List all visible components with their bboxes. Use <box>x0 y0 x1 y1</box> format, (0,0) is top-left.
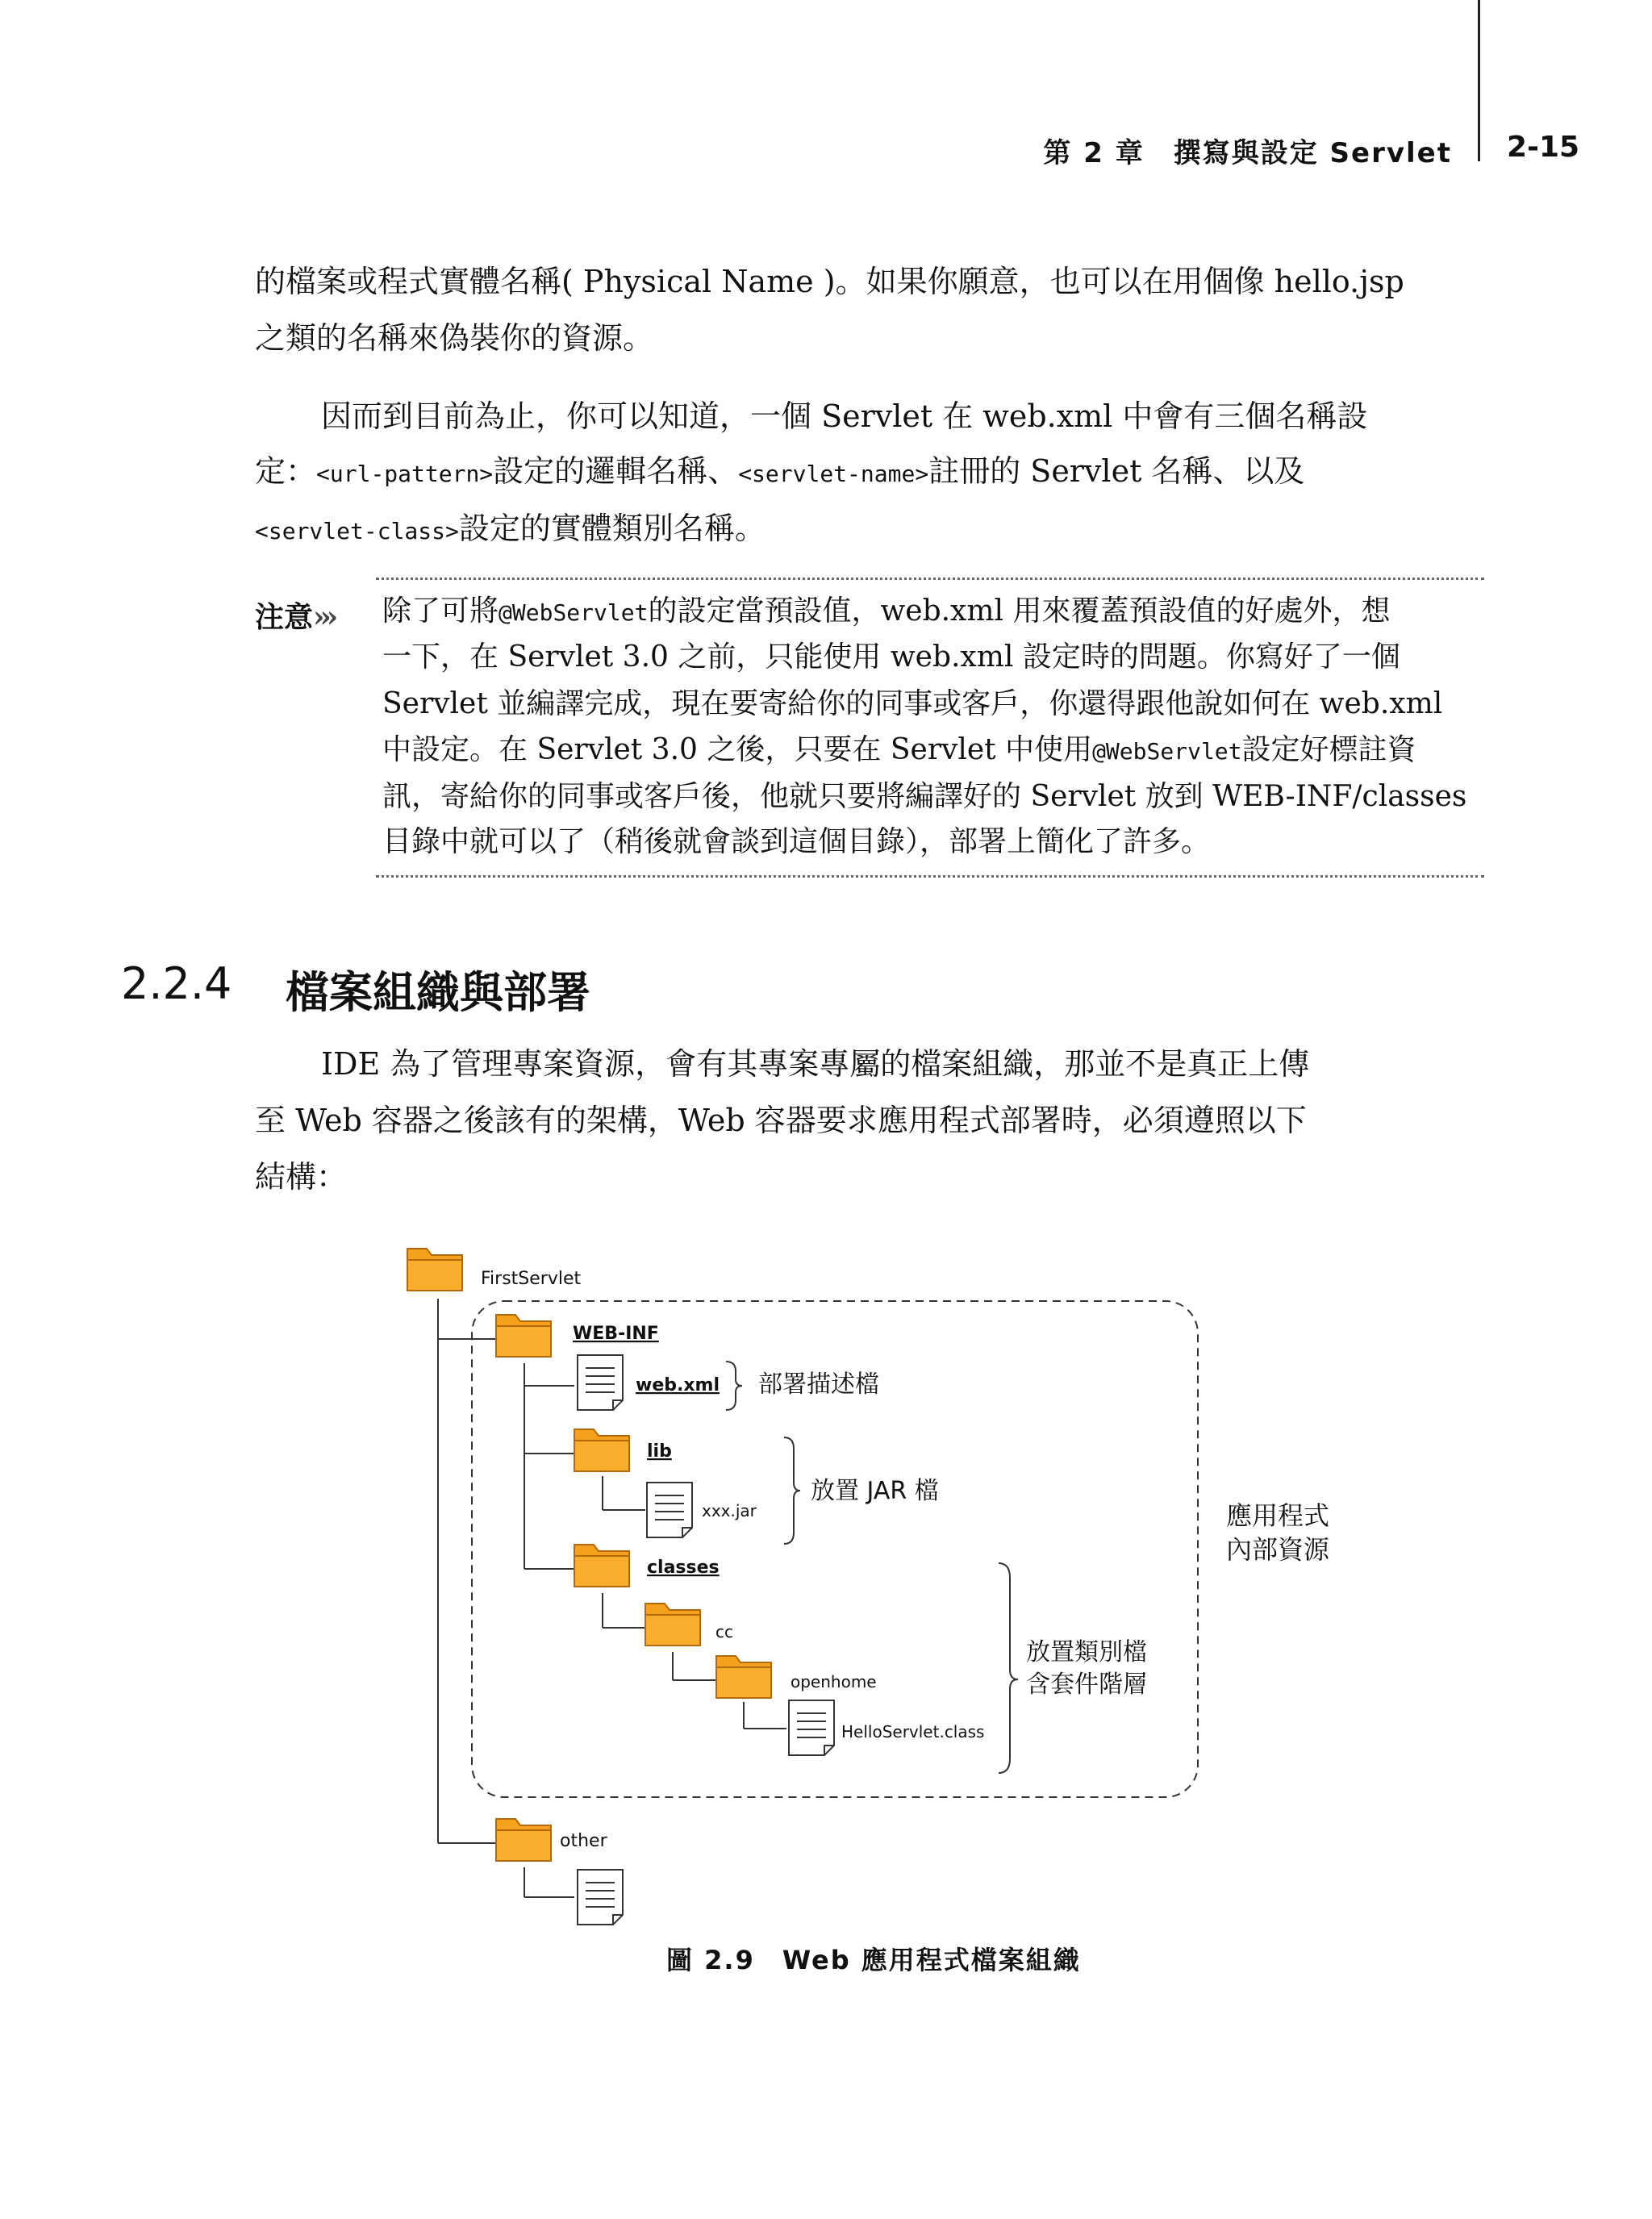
folder-label-lib: lib <box>647 1441 672 1462</box>
folder-icon <box>574 1429 629 1471</box>
note-line2: 一下，在 Servlet 3.0 之前，只能使用 web.xml 設定時的問題。你寫好了一個 <box>382 640 1400 674</box>
note-line5: 訊，寄給你的同事或客戶後，他就只要將編譯好的 Servlet 放到 WEB-INF/classes <box>382 780 1467 813</box>
figure-caption: 圖 2.9 Web 應用程式檔案組織 <box>666 1945 1081 1975</box>
file-label-helloservlet-class: HelloServlet.class <box>841 1722 985 1741</box>
para3-line3: 結構： <box>255 1159 348 1195</box>
folder-label-cc: cc <box>715 1622 733 1641</box>
folder-icon <box>496 1315 551 1357</box>
para2-line1: 因而到目前為止，你可以知道，一個 Servlet 在 web.xml 中會有三個名稱設 <box>321 398 1368 434</box>
note-arrows-icon: ››› <box>313 600 334 634</box>
note-class-files-2: 含套件階層 <box>1026 1671 1147 1699</box>
folder-label-web-inf: WEB-INF <box>573 1324 659 1344</box>
para2-text-b: 設定的邏輯名稱、 <box>493 453 739 489</box>
page-number: 2-15 <box>1507 131 1580 164</box>
note-inner-resources-2: 內部資源 <box>1226 1534 1330 1565</box>
folder-label-firstservlet: FirstServlet <box>481 1269 582 1289</box>
code-webservlet: @WebServlet <box>1092 738 1242 765</box>
document-icon <box>578 1870 623 1925</box>
folder-icon <box>496 1819 551 1861</box>
para2-text-c: 註冊的 Servlet 名稱、以及 <box>928 453 1305 489</box>
file-label-web-xml: web.xml <box>636 1375 720 1395</box>
note-class-files-1: 放置類別檔 <box>1026 1638 1147 1666</box>
note-label: 注意 <box>255 600 314 634</box>
code-url-pattern: <url-pattern> <box>316 461 494 487</box>
note-deployment-descriptor: 部署描述檔 <box>758 1370 879 1399</box>
para2-text-d: 設定的實體類別名稱。 <box>458 511 766 546</box>
folder-label-other: other <box>560 1831 607 1851</box>
note-line3: Servlet 並編譯完成，現在要寄給你的同事或客戶，你還得跟他說如何在 web.xml <box>382 687 1443 720</box>
note-text: 中設定。在 Servlet 3.0 之後，只要在 Servlet 中使用 <box>382 733 1093 766</box>
brace-marks <box>726 1362 1018 1773</box>
folder-icon <box>716 1656 771 1698</box>
para2-text-a: 定： <box>255 453 317 489</box>
code-webservlet: @WebServlet <box>499 599 649 626</box>
document-icon <box>578 1355 623 1410</box>
note-text: 除了可將 <box>382 594 499 628</box>
note-line6: 目錄中就可以了（稍後就會談到這個目錄），部署上簡化了許多。 <box>382 825 1211 858</box>
code-servlet-class: <servlet-class> <box>255 518 459 544</box>
document-icon <box>647 1483 692 1537</box>
code-servlet-name: <servlet-name> <box>738 461 929 487</box>
folder-label-openhome: openhome <box>791 1672 877 1691</box>
chapter-title: 第 2 章 撰寫與設定 Servlet <box>1043 137 1452 169</box>
file-label-jar: xxx.jar <box>702 1501 757 1520</box>
para3-line1: IDE 為了管理專案資源，會有其專案專屬的檔案組織，那並不是真正上傳 <box>321 1046 1310 1082</box>
note-text: 的設定當預設值，web.xml 用來覆蓋預設值的好處外，想 <box>648 594 1391 628</box>
note-inner-resources-1: 應用程式 <box>1226 1500 1330 1531</box>
note-text: 設定好標註資 <box>1241 733 1416 766</box>
para1-line1: 的檔案或程式實體名稱( Physical Name )。如果你願意，也可以在用個像 hello.jsp <box>255 264 1404 299</box>
section-title: 檔案組織與部署 <box>286 967 590 1018</box>
section-number: 2.2.4 <box>121 958 232 1009</box>
note-jar-files: 放置 JAR 檔 <box>811 1477 939 1505</box>
folder-icon <box>645 1604 700 1645</box>
para3-line2: 至 Web 容器之後該有的架構，Web 容器要求應用程式部署時，必須遵照以下 <box>255 1103 1307 1138</box>
para1-line2: 之類的名稱來偽裝你的資源。 <box>255 320 654 356</box>
folder-label-classes: classes <box>647 1558 720 1578</box>
document-icon <box>789 1700 834 1755</box>
folder-icon <box>407 1249 462 1291</box>
folder-icon <box>574 1545 629 1587</box>
